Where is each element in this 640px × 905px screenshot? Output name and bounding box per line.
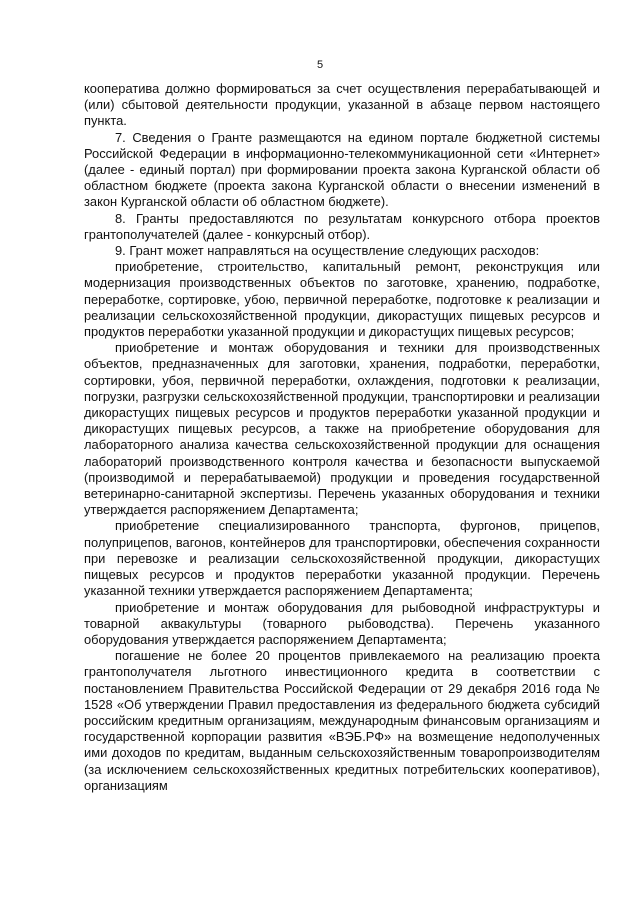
paragraph-expense-equipment: приобретение и монтаж оборудования и техники для производственных объектов, предназначенных для заготовки, хранения, подработки, переработки, сортировки, убоя, первичной переработки, охлаждения, подготовки к реализации, погрузки, разгрузки сельскохозяйственной продукции, транспортировки и реализации дикорастущих пищевых ресурсов и продуктов переработки указанной продукции и дикорастущих пищевых ресурсов, а также на приобретение оборудования для лабораторного анализа качества сельскохозяйственной продукции для оснащения лабораторий производственного контроля качества и безопасности выпускаемой (производимой и перерабатываемой) продукции и проведения государственной ветеринарно-санитарной экспертизы. Перечень указанных оборудования и техники утверждается распоряжением Департамента; [84,340,600,518]
paragraph-item-9: 9. Грант может направляться на осуществление следующих расходов: [115,243,540,259]
paragraph-expense-fishery: приобретение и монтаж оборудования для рыбоводной инфраструктуры и товарной аквакультуры (товарного рыбоводства). Перечень указанного оборудования утверждается распоряжением Департамента; [84,599,600,647]
page-number: 5 [316,59,324,71]
paragraph-continuation: кооператива должно формироваться за счет осуществления перерабатывающей и (или) сбытовой деятельности продукции, указанной в абзаце первом настоящего пункта. [84,81,600,129]
paragraph-item-7: 7. Сведения о Гранте размещаются на едином портале бюджетной системы Российской Федерации в информационно-телекоммуникационной сети «Интернет» (далее - единый портал) при формировании проекта закона Курганской области об областном бюджете (проекта закона Курганской области о внесении изменений в закон Курганской области об областном бюджете). [84,129,600,210]
paragraph-item-8: 8. Гранты предоставляются по результатам конкурсного отбора проектов грантополучателей (далее - конкурсный отбор). [84,210,600,242]
document-body [84,81,600,794]
paragraph-expense-transport: приобретение специализированного транспорта, фургонов, прицепов, полуприцепов, вагонов, контейнеров для транспортировки, обеспечения сохранности при перевозке и реализации сельскохозяйственной продукции, дикорастущих пищевых ресурсов и продуктов переработки указанной продукции. Перечень указанной техники утверждается распоряжением Департамента; [84,518,600,599]
paragraph-expense-credit: погашение не более 20 процентов привлекаемого на реализацию проекта грантополучателя льготного инвестиционного кредита в соответствии с постановлением Правительства Российской Федерации от 29 декабря 2016 года № 1528 «Об утверждении Правил предоставления из федерального бюджета субсидий российским кредитным организациям, международным финансовым организациям и государственной корпорации развития «ВЭБ.РФ» на возмещение недополученных ими доходов по кредитам, выданным сельскохозяйственным товаропроизводителям (за исключением сельскохозяйственных кредитных потребительских кооперативов), организациям [84,648,600,793]
paragraph-expense-construction: приобретение, строительство, капитальный ремонт, реконструкция или модернизация производственных объектов по заготовке, хранению, подработке, переработке, сортировке, убою, первичной переработке, подготовке к реализации и реализации сельскохозяйственной продукции, дикорастущих пищевых ресурсов и продуктов переработки указанной продукции и дикорастущих пищевых ресурсов; [84,259,600,340]
